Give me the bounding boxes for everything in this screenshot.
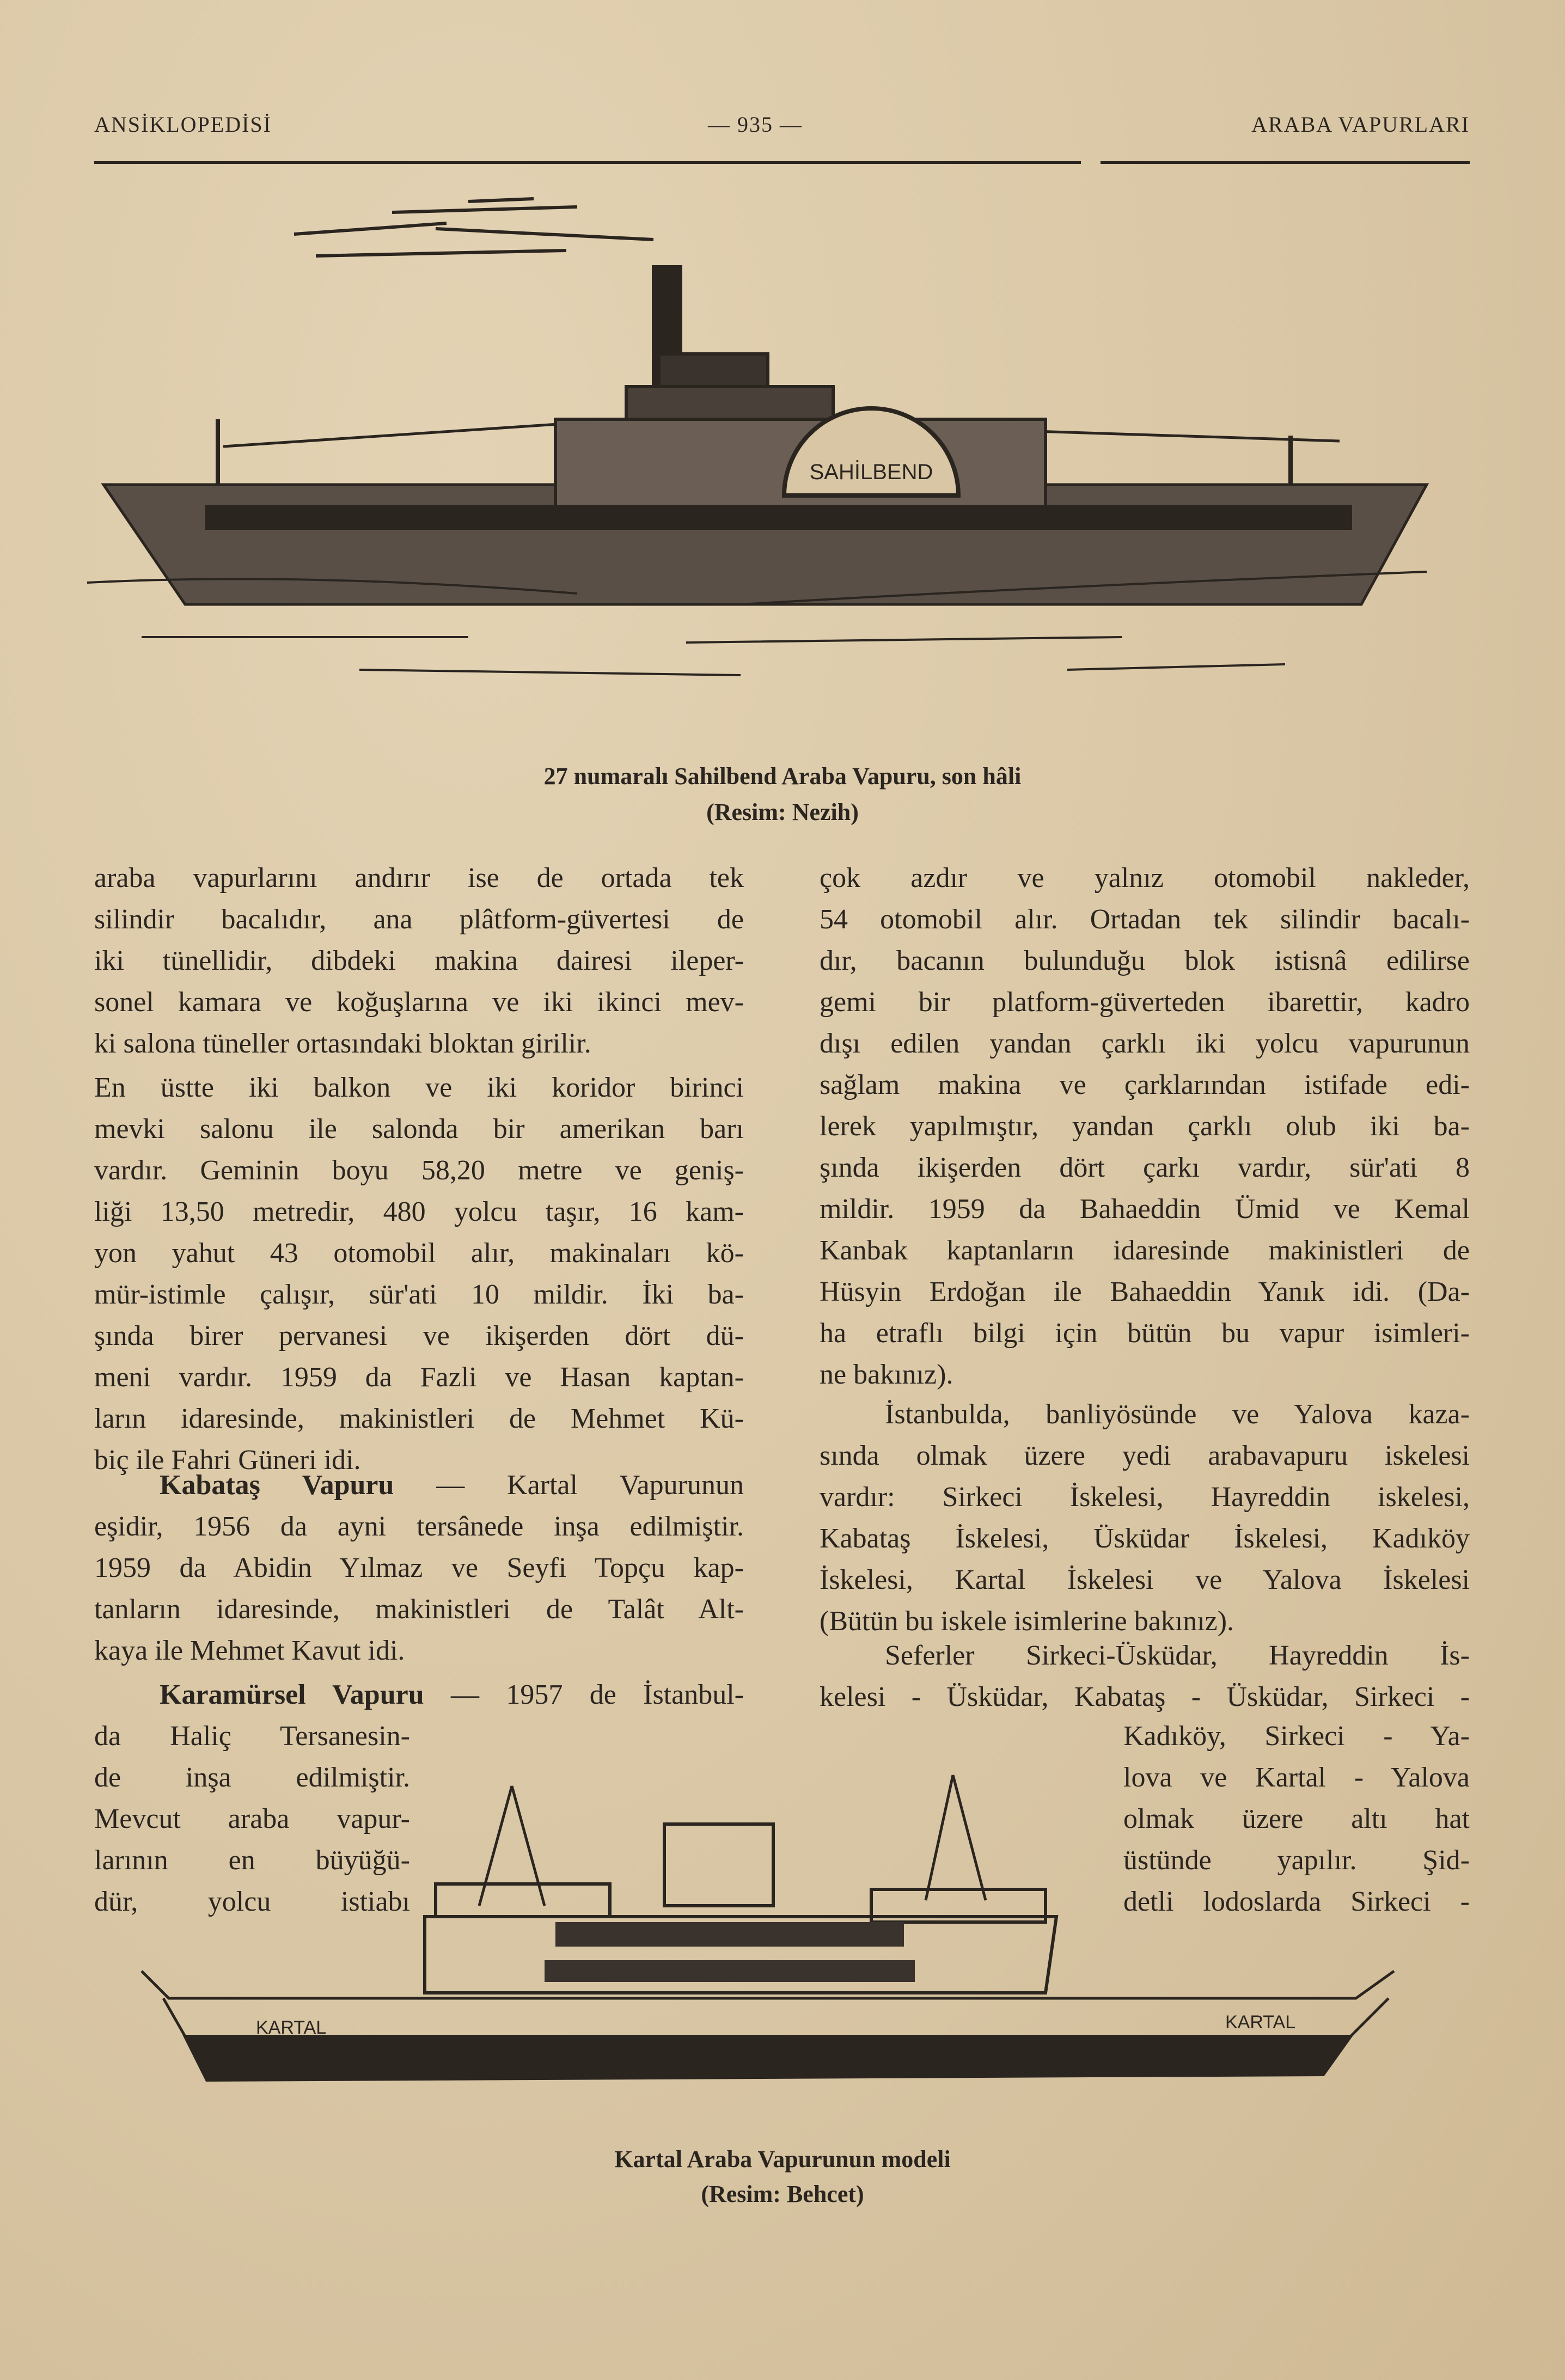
text-line-rest: — 1957 de İstanbul-	[424, 1679, 744, 1710]
figure1-caption: 27 numaralı Sahilbend Araba Vapuru, son hâli	[543, 763, 1022, 790]
text-line	[94, 1674, 744, 1716]
running-head-left: ANSİKLOPEDİSİ	[94, 112, 272, 137]
text-line: ne bakınız).	[820, 1359, 953, 1390]
text-line: sağlam makina ve çarklarından istifade edi-	[820, 1069, 1470, 1100]
text-line: üstünde yapılır. Şid-	[1123, 1845, 1470, 1876]
text-line: larının en büyüğü-	[94, 1845, 410, 1876]
text-line: vardır. Geminin boyu 58,20 metre ve geniş-	[94, 1155, 744, 1186]
text-line: Kanbak kaptanların idaresinde makinistleri de	[820, 1235, 1470, 1266]
text-line	[94, 1465, 744, 1506]
figure2-caption: Kartal Araba Vapurunun modeli	[614, 2146, 951, 2173]
text-line: lerek yapılmıştır, yandan çarklı olub iki ba-	[820, 1111, 1470, 1142]
text-line: sında olmak üzere yedi arabavapuru iskelesi	[820, 1440, 1470, 1471]
running-head-right: ARABA VAPURLARI	[1251, 112, 1470, 137]
text-line: Hüsyin Erdoğan ile Bahaeddin Yanık idi. (Da-	[820, 1276, 1470, 1307]
paddle-box-label: SAHİLBEND	[809, 460, 933, 484]
page-number: — 935 —	[708, 112, 803, 137]
deck-windows	[545, 1922, 915, 1982]
text-line: kelesi - Üsküdar, Kabataş - Üsküdar, Sirkeci -	[820, 1681, 1470, 1712]
right-paragraph-1	[820, 858, 1470, 1396]
text-line: kaya ile Mehmet Kavut idi.	[94, 1635, 405, 1666]
kartal-ship-illustration	[120, 1742, 1427, 2118]
text-line: yon yahut 43 otomobil alır, makinaları kö-	[94, 1238, 744, 1269]
text-line: detli lodoslarda Sirkeci -	[1123, 1886, 1470, 1917]
text-line: Kadıköy, Sirkeci - Ya-	[1123, 1721, 1470, 1752]
text-line: liği 13,50 metredir, 480 yolcu taşır, 16 kam-	[94, 1196, 744, 1227]
text-line: ha etraflı bilgi için bütün bu vapur isimleri-	[820, 1318, 1470, 1349]
text-line: İskelesi, Kartal İskelesi ve Yalova İskelesi	[820, 1564, 1470, 1595]
entry-heading: Karamürsel Vapuru	[160, 1679, 424, 1710]
text-line: 54 otomobil alır. Ortadan tek silindir bacalı-	[820, 904, 1470, 935]
text-line: En üstte iki balkon ve iki koridor birinci	[94, 1072, 744, 1103]
text-line: çok azdır ve yalnız otomobil nakleder,	[820, 862, 1470, 894]
text-line: vardır: Sirkeci İskelesi, Hayreddin iskelesi,	[820, 1482, 1470, 1513]
text-line: şında birer pervanesi ve ikişerden dört dü-	[94, 1320, 744, 1351]
text-line: dışı edilen yandan çarklı iki yolcu vapurunun	[820, 1028, 1470, 1059]
text-line: da Haliç Tersanesin-	[94, 1721, 410, 1752]
right-paragraph-2	[820, 1394, 1470, 1642]
text-line: iki tünellidir, dibdeki makina dairesi ileper-	[94, 945, 744, 976]
text-line: silindir bacalıdır, ana plâtform-güvertesi de	[94, 904, 744, 935]
text-line: lova ve Kartal - Yalova	[1123, 1762, 1470, 1793]
text-line: sonel kamara ve koğuşlarına ve iki ikinci mev-	[94, 987, 744, 1018]
header-rule-left	[94, 161, 1081, 164]
text-line: gemi bir platform-güverteden ibarettir, kadro	[820, 987, 1470, 1018]
text-line: (Bütün bu iskele isimlerine bakınız).	[820, 1606, 1234, 1637]
text-line: meni vardır. 1959 da Fazli ve Hasan kaptan-	[94, 1362, 744, 1393]
right-paragraph-3	[820, 1635, 1470, 1718]
text-line: mür-istimle çalışır, sür'ati 10 mildir. İki ba-	[94, 1279, 744, 1310]
text-line: dür, yolcu istiabı	[94, 1886, 410, 1917]
text-line: mevki salonu ile salonda bir amerikan barı	[94, 1113, 744, 1145]
text-line: 1959 da Abidin Yılmaz ve Seyfi Topçu kap-	[94, 1552, 744, 1583]
bow-label: KARTAL	[256, 2017, 327, 2038]
text-line: ların idaresinde, makinistleri de Mehmet Kü-	[94, 1403, 744, 1434]
text-line: tanların idaresinde, makinistleri de Talât Alt-	[94, 1594, 744, 1625]
text-line: İstanbulda, banliyösünde ve Yalova kaza-	[885, 1399, 1470, 1430]
text-line: araba vapurlarını andırır ise de ortada tek	[94, 862, 744, 894]
text-line: mildir. 1959 da Bahaeddin Ümid ve Kemal	[820, 1194, 1470, 1225]
text-line-rest: — Kartal Vapurunun	[394, 1470, 744, 1501]
text-line: ki salona tüneller ortasındaki bloktan girilir.	[94, 1028, 591, 1059]
header-rule-right	[1101, 161, 1470, 164]
text-line: olmak üzere altı hat	[1123, 1803, 1470, 1834]
text-line: biç ile Fahri Güneri idi.	[94, 1445, 361, 1476]
smoke-lines	[294, 199, 653, 256]
left-paragraph-karamursel	[94, 1674, 744, 1716]
figure2-credit: (Resim: Behcet)	[701, 2181, 864, 2207]
text-line: dır, bacanın bulunduğu blok istisnâ edilirse	[820, 945, 1470, 976]
text-line: Seferler Sirkeci-Üsküdar, Hayreddin İs-	[885, 1640, 1470, 1671]
sahilbend-ship-illustration	[87, 191, 1438, 735]
text-line: Mevcut araba vapur-	[94, 1803, 410, 1834]
text-line: de inşa edilmiştir.	[94, 1762, 410, 1793]
entry-heading: Kabataş Vapuru	[160, 1470, 394, 1501]
figure1-credit: (Resim: Nezih)	[706, 799, 859, 825]
left-paragraph-1	[94, 858, 744, 1064]
left-paragraph-2	[94, 1067, 744, 1481]
text-line: şında ikişerden dört çarkı vardır, sür'ati 8	[820, 1152, 1470, 1183]
text-line: Kabataş İskelesi, Üsküdar İskelesi, Kadıköy	[820, 1523, 1470, 1554]
text-line: eşidir, 1956 da ayni tersânede inşa edilmiştir.	[94, 1511, 744, 1542]
left-paragraph-kabatas	[94, 1465, 744, 1672]
stern-label: KARTAL	[1225, 2012, 1296, 2033]
